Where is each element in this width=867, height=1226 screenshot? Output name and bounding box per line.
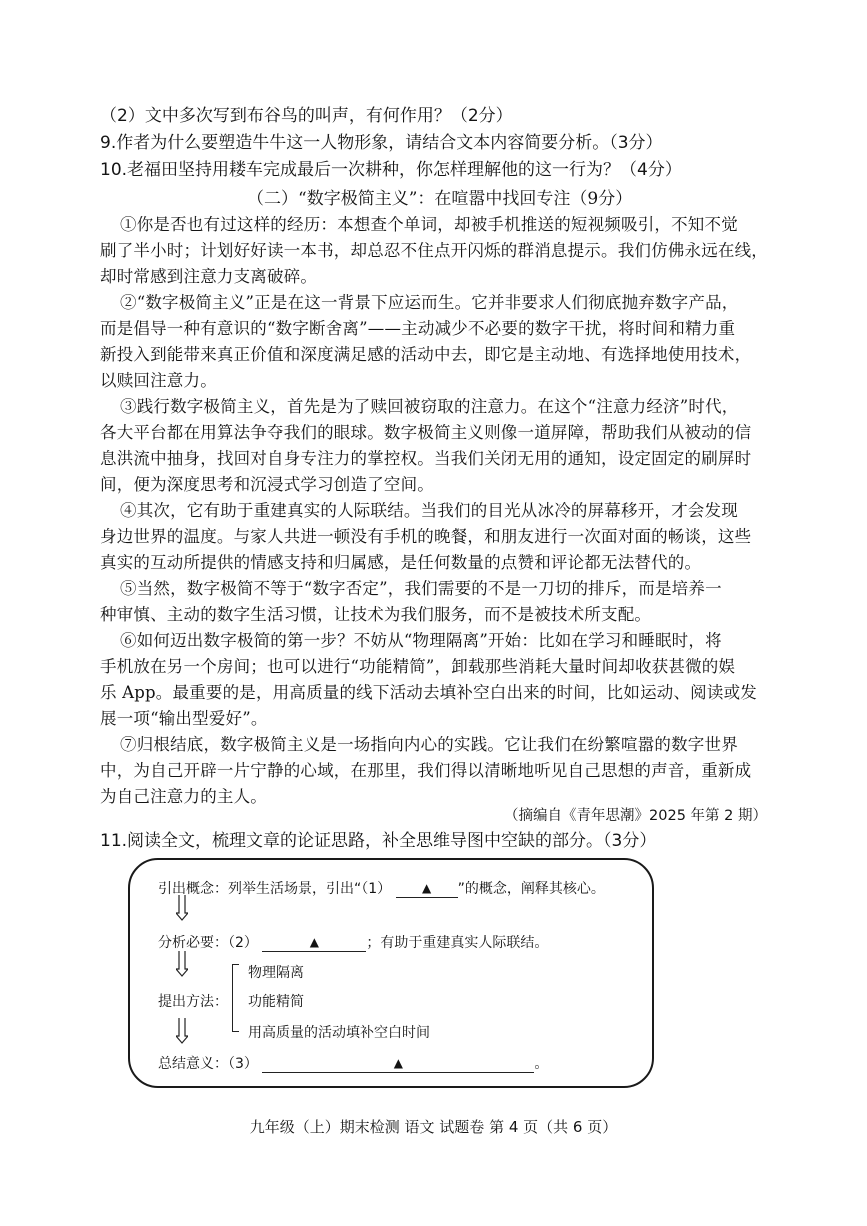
- answer-blank-3[interactable]: [262, 1056, 534, 1073]
- row-text: 列举生活场景，引出“（1）: [228, 881, 392, 897]
- answer-blank-1[interactable]: [396, 881, 458, 898]
- passage-line: 乐 App。最重要的是，用高质量的线下活动去填补空白出来的时间，比如运动、阅读或发: [100, 683, 757, 702]
- row-text: ”的概念，阐释其核心。: [457, 881, 605, 897]
- method-item: 用高质量的活动填补空白时间: [248, 1025, 430, 1041]
- passage-line: 间，便为深度思考和沉浸式学习创造了空间。: [100, 475, 434, 494]
- passage-line: 真实的互动所提供的情感支持和归属感，是任何数量的点赞和评论都无法替代的。: [100, 553, 702, 572]
- row-label: 总结意义：: [158, 1056, 228, 1072]
- blank-marker: ▲: [393, 1056, 403, 1070]
- passage-line: 却时常感到注意力支离破碎。: [100, 267, 318, 286]
- down-arrow-icon: [176, 1018, 188, 1044]
- down-arrow-icon: [176, 951, 188, 977]
- passage-line: ⑥如何迈出数字极简的第一步？不妨从“物理隔离”开始：比如在学习和睡眠时，将: [120, 631, 722, 650]
- passage-line: 手机放在另一个房间；也可以进行“功能精简”，卸载那些消耗大量时间却收获甚微的娱: [100, 657, 736, 676]
- method-item: 物理隔离: [248, 965, 304, 981]
- page-footer: 九年级（上）期末检测 语文 试题卷 第 4 页（共 6 页）: [249, 1118, 618, 1136]
- row-label: 引出概念：: [158, 881, 228, 897]
- passage-line: 刷了半小时；计划好好读一本书，却总忍不住点开闪烁的群消息提示。我们仿佛永远在线，: [100, 241, 768, 260]
- row-text: （3）: [228, 1056, 258, 1072]
- passage-line: ②“数字极简主义”正是在这一背景下应运而生。它并非要求人们彻底抛弃数字产品，: [120, 293, 739, 312]
- question-11: 11.阅读全文，梳理文章的论证思路，补全思维导图中空缺的部分。（3分）: [100, 831, 657, 851]
- row-label: 分析必要：: [158, 935, 228, 951]
- question-9: 9.作者为什么要塑造牛牛这一人物形象，请结合文本内容简要分析。（3分）: [100, 133, 663, 153]
- passage-line: ⑤当然，数字极简不等于“数字否定”，我们需要的不是一刀切的排斥，而是培养一: [120, 579, 722, 598]
- mind-map-row-necessity: [158, 932, 548, 952]
- answer-blank-2[interactable]: [262, 935, 366, 952]
- passage-line: 息洪流中抽身，找回对自身专注力的掌控权。当我们关闭无用的通知，设定固定的刷屏时: [100, 449, 752, 468]
- down-arrow-icon: [176, 895, 188, 921]
- passage-line: 而是倡导一种有意识的“数字断舍离”——主动减少不必要的数字干扰，将时间和精力重: [100, 319, 736, 338]
- source-citation: （摘编自《青年思潮》2025 年第 2 期）: [504, 808, 767, 824]
- blank-marker: ▲: [422, 881, 432, 895]
- passage-line: 以赎回注意力。: [100, 371, 217, 390]
- passage-line: 种审慎、主动的数字生活习惯，让技术为我们服务，而不是被技术所支配。: [100, 605, 652, 624]
- passage-line: 为自己注意力的主人。: [100, 787, 267, 806]
- mind-map-row-summary: [158, 1053, 548, 1073]
- row-text: （2）: [228, 935, 258, 951]
- passage-line: ③践行数字极简主义，首先是为了赎回被窃取的注意力。在这个“注意力经济”时代，: [120, 397, 739, 416]
- passage-line: 展一项“输出型爱好”。: [100, 709, 268, 728]
- mind-map-row-concept: [158, 878, 605, 898]
- passage-line: ①你是否也有过这样的经历：本想查个单词，却被手机推送的短视频吸引，不知不觉: [120, 215, 738, 234]
- method-item: 功能精简: [248, 994, 304, 1010]
- passage-line: ④其次，它有助于重建真实的人际联结。当我们的目光从冰冷的屏幕移开，才会发现: [120, 501, 738, 520]
- passage-line: ⑦归根结底，数字极简主义是一场指向内心的实践。它让我们在纷繁喧嚣的数字世界: [120, 735, 738, 754]
- passage-line: 新投入到能带来真正价值和深度满足感的活动中去，即它是主动地、有选择地使用技术，: [100, 345, 752, 364]
- row-text: ；有助于重建真实人际联结。: [366, 935, 549, 951]
- blank-marker: ▲: [309, 935, 319, 949]
- row-text: 。: [534, 1056, 549, 1072]
- question-8-2: （2）文中多次写到布谷鸟的叫声，有何作用？（2分）: [100, 106, 513, 126]
- passage-line: 中，为自己开辟一片宁静的心域，在那里，我们得以清晰地听见自己思想的声音，重新成: [100, 761, 752, 780]
- passage-line: 各大平台都在用算法争夺我们的眼球。数字极简主义则像一道屏障，帮助我们从被动的信: [100, 423, 752, 442]
- question-10: 10.老福田坚持用耧车完成最后一次耕种，你怎样理解他的这一行为？（4分）: [100, 160, 682, 180]
- methods-bracket: [232, 964, 240, 1032]
- section-title: （二）“数字极简主义”：在喧嚣中找回专注（9分）: [247, 189, 633, 209]
- mind-map-row-methods-label: 提出方法：: [158, 994, 228, 1010]
- passage-line: 身边世界的温度。与家人共进一顿没有手机的晚餐，和朋友进行一次面对面的畅谈，这些: [100, 527, 752, 546]
